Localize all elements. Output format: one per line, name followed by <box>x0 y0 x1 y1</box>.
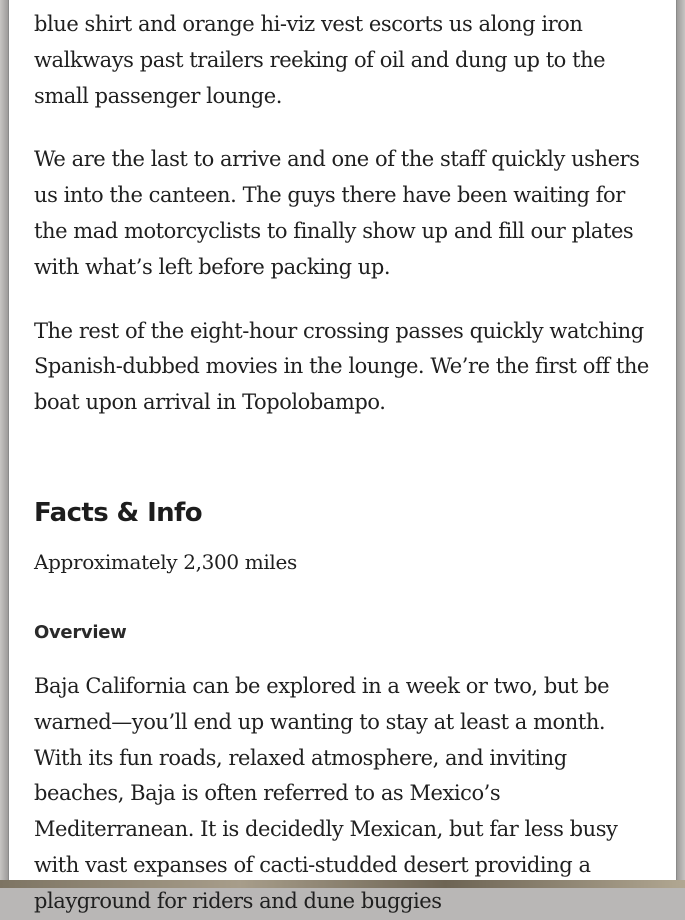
facts-info-heading: Facts & Info <box>34 497 203 528</box>
article-paragraph-3: The rest of the eight-hour crossing passes quickly watching Spanish-dubbed movies in the lounge. We’re the first off the boat upon arrival in Topolobampo. <box>34 318 649 415</box>
trip-distance: Approximately 2,300 miles <box>34 549 297 574</box>
article-paragraph-2: We are the last to arrive and one of the staff quickly ushers us into the canteen. The guys there have been waiting for the mad motorcyclists to finally show up and fill our plates with what’s left before packing up. <box>34 147 640 279</box>
viewer-left-margin <box>0 0 8 888</box>
next-page-preview <box>0 880 685 888</box>
viewer-right-margin <box>677 0 685 888</box>
overview-heading: Overview <box>34 621 127 643</box>
document-page[interactable] <box>8 0 677 913</box>
overview-paragraph: Baja California can be explored in a week or two, but be warned—you’ll end up wanting to stay at least a month. With its fun roads, relaxed atmosphere, and inviting beaches, Baja is often referred to as Mexico’s Mediterranean. It is decidedly Mexican, but far less busy with vast expanses of cacti-studded desert providing a playground for riders and dune buggies <box>34 673 618 913</box>
article-content <box>34 7 659 920</box>
article-paragraph-1: blue shirt and orange hi-viz vest escorts us along iron walkways past trailers reeking of oil and dung up to the small passenger lounge. <box>34 12 606 108</box>
